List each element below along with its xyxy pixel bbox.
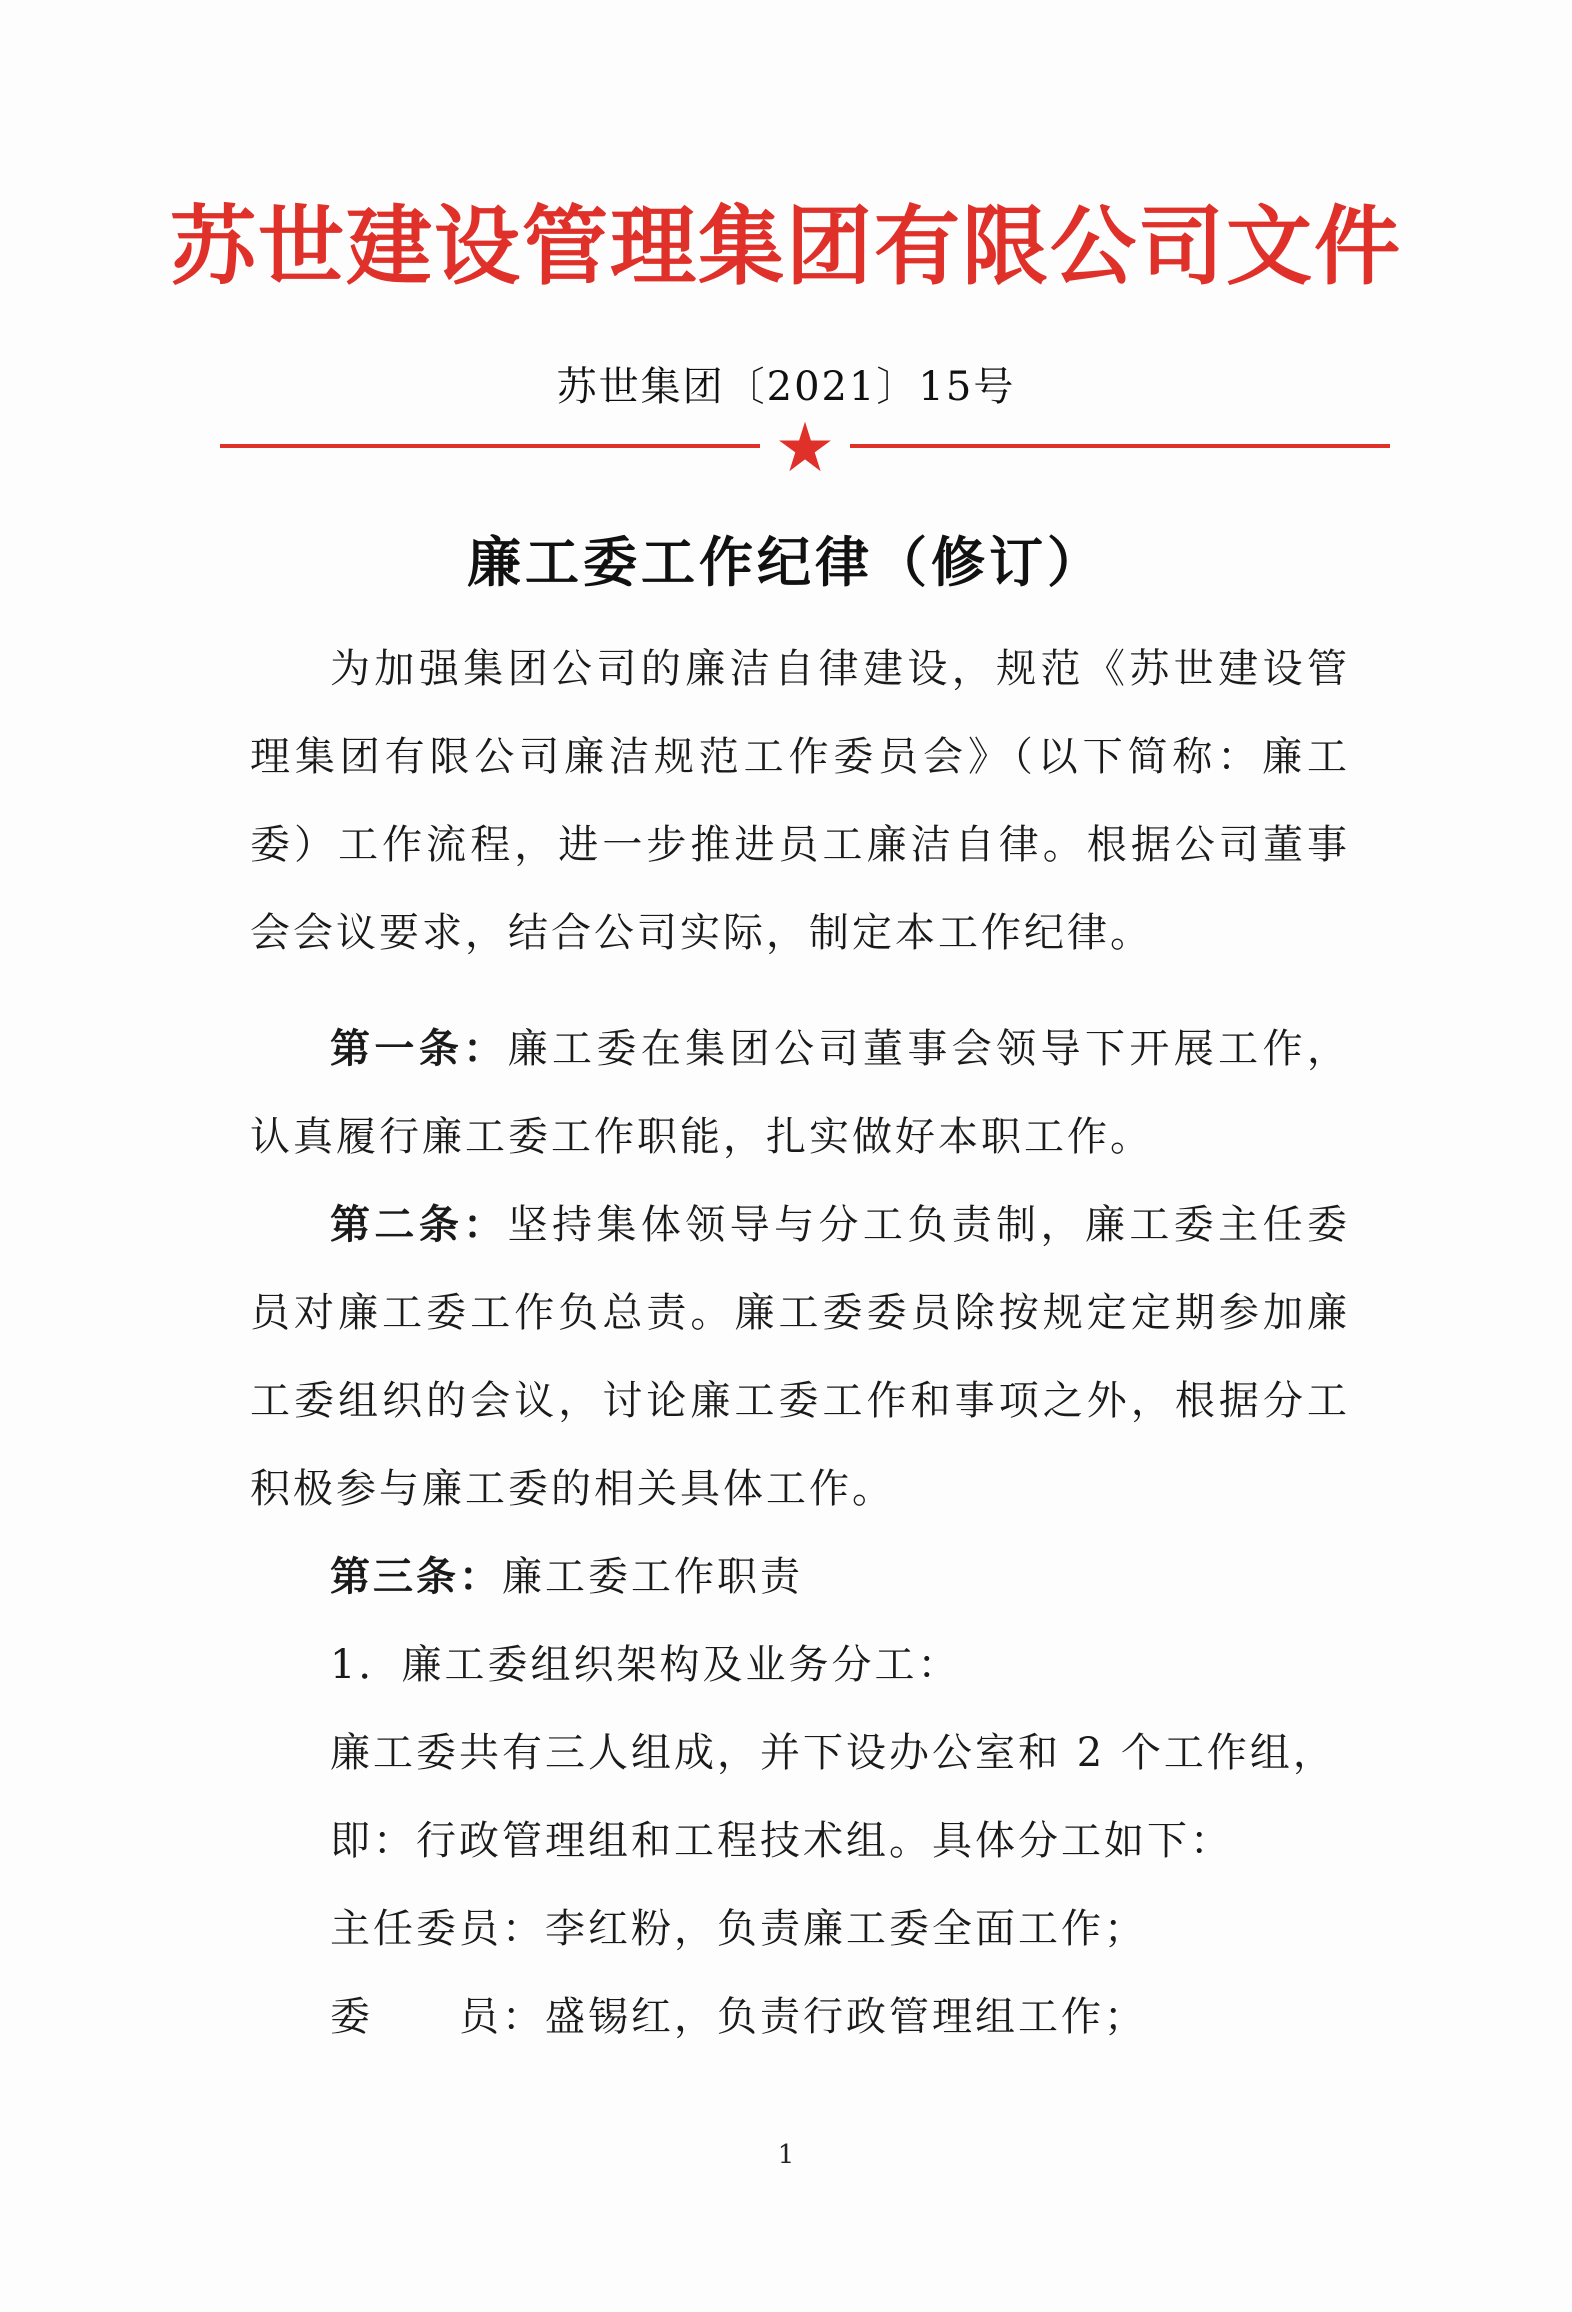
article-2 [250,1181,1350,1533]
article-3-text: 廉工委工作职责 [502,1554,803,1600]
section-1-line-1: 廉工委共有三人组成，并下设办公室和 2 个工作组， [330,1730,1336,1776]
article-1-text: 廉工委在集团公司董事会领导下开展工作，认真履行廉工委工作职能，扎实做好本职工作。 [250,1026,1351,1160]
article-1 [250,1005,1350,1181]
document-title: 廉工委工作纪律（修订） [467,531,1105,594]
article-3 [250,1533,1350,1621]
staff-chair [250,1885,1350,1973]
article-2-lead: 第二条： [330,1201,508,1248]
red-star-icon [778,420,832,474]
staff-chair-desc: 李红粉，负责廉工委全面工作； [545,1906,1147,1952]
section-1-line-2: 即：行政管理组和工程技术组。具体分工如下： [330,1818,1233,1864]
staff-chair-role: 主任委员： [330,1906,545,1952]
header-divider [220,420,1390,480]
document-header-title: 苏世建设管理集团有限公司文件 [170,197,1402,297]
section-1-heading: 1．廉工委组织架构及业务分工： [330,1642,961,1688]
articles-block [250,1005,1350,2061]
article-3-lead: 第三条： [330,1553,502,1600]
intro-paragraph: 为加强集团公司的廉洁自律建设，规范《苏世建设管理集团有限公司廉洁规范工作委员会》（以下简称：廉工委）工作流程，进一步推进员工廉洁自律。根据公司董事会会议要求，结合公司实际，制定本工作纪律。 [250,646,1350,956]
staff-member-role: 委 员： [330,1994,545,2040]
staff-member [250,1973,1350,2061]
intro-block [250,625,1350,977]
document-number: 苏世集团〔2021〕15号 [556,364,1016,410]
divider-left-line [220,444,760,448]
divider-right-line [850,444,1390,448]
page-number: 1 [777,2140,795,2170]
article-2-text: 坚持集体领导与分工负责制，廉工委主任委员对廉工委工作负总责。廉工委委员除按规定定期参加廉工委组织的会议，讨论廉工委工作和事项之外，根据分工积极参与廉工委的相关具体工作。 [250,1202,1351,1512]
staff-member-desc: 盛锡红，负责行政管理组工作； [545,1994,1147,2040]
article-1-lead: 第一条： [330,1025,508,1072]
